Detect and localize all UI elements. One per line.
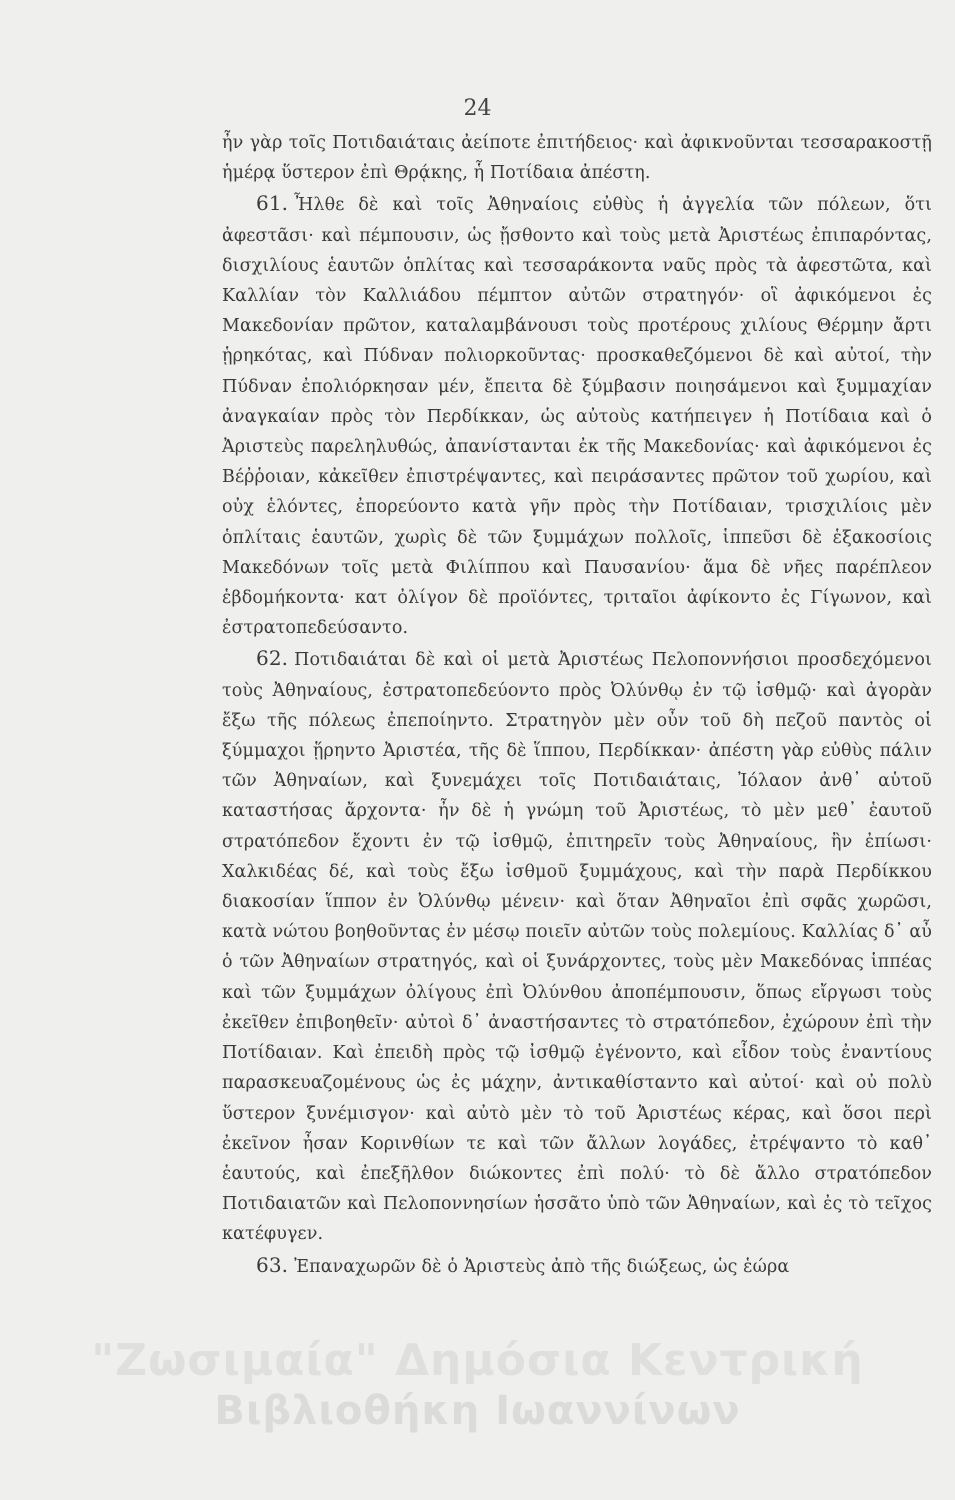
paragraph-61 (222, 188, 932, 643)
body-text (222, 128, 932, 1282)
paragraph-text: Ἐπαναχωρῶν δὲ ὁ Ἀριστεὺς ἀπὸ τῆς διώξεως, ὡς ἑώρα (294, 1256, 790, 1277)
section-number: 62. (256, 646, 289, 671)
paragraph-62 (222, 643, 932, 1249)
section-number: 61. (256, 191, 289, 216)
paragraph-continuation (222, 128, 932, 188)
paragraph-text: Ἦλθε δὲ καὶ τοῖς Ἀθηναίοις εὐθὺς ἡ ἀγγελία τῶν πόλεων, ὅτι ἀφεστᾶσι· καὶ πέμπουσιν, ὡς ᾔσθοντο καὶ τοὺς μετὰ Ἀριστέως ἐπιπαρόντας, δισχιλίους ἑαυτῶν ὁπλίτας καὶ τεσσαράκοντα ναῦς πρὸς τὰ ἀφεστῶτα, καὶ Καλλίαν τὸν Καλλιάδου πέμπτον αὐτῶν στρατηγόν· οἳ ἀφικόμενοι ἐς Μακεδονίαν πρῶτον, καταλαμβάνουσι τοὺς προτέρους χιλίους Θέρμην ἄρτι ᾑρηκότας, καὶ Πύδναν πολιορκοῦντας· προσκαθεζόμενοι δὲ καὶ αὐτοί, τὴν Πύδναν ἐπολιόρκησαν μέν, ἔπειτα δὲ ξύμβασιν ποιησάμενοι καὶ ξυμμαχίαν ἀναγκαίαν πρὸς τὸν Περδίκκαν, ὡς αὐτοὺς κατήπειγεν ἡ Ποτίδαια καὶ ὁ Ἀριστεὺς παρεληλυθώς, ἀπανίστανται ἐκ τῆς Μακεδονίας· καὶ ἀφικόμενοι ἐς Βέῤῥοιαν, κἀκεῖθεν ἐπιστρέψαντες, καὶ πειράσαντες πρῶτον τοῦ χωρίου, καὶ οὐχ ἑλόντες, ἐπορεύοντο κατὰ γῆν πρὸς τὴν Ποτίδαιαν, τρισχιλίοις μὲν ὁπλίταις ἑαυτῶν, χωρὶς δὲ τῶν ξυμμάχων πολλοῖς, ἱππεῦσι δὲ ἑξακοσίοις Μακεδόνων τοῖς μετὰ Φιλίππου καὶ Παυσανίου· ἅμα δὲ νῆες παρέπλεον ἑβδομήκοντα· κατ ὀλίγον δὲ προϊόντες, τριταῖοι ἀφίκοντο ἐς Γίγωνον, καὶ ἐστρατοπεδεύσαντο. (222, 195, 932, 639)
library-watermark-line2: Βιβλιοθήκη Ιωαννίνων (214, 1388, 741, 1434)
page-number: 24 (463, 96, 492, 121)
library-watermark-line1: "Ζωσιμαία" Δημόσια Κεντρική (91, 1335, 864, 1386)
paragraph-text: Ποτιδαιάται δὲ καὶ οἱ μετὰ Ἀριστέως Πελοποννήσιοι προσδεχόμενοι τοὺς Ἀθηναίους, ἐστρατοπεδεύοντο πρὸς Ὀλύνθῳ ἐν τῷ ἰσθμῷ· καὶ ἀγορὰν ἔξω τῆς πόλεως ἐπεποίηντο. Στρατηγὸν μὲν οὖν τοῦ δὴ πεζοῦ παντὸς οἱ ξύμμαχοι ᾕρηντο Ἀριστέα, τῆς δὲ ἵππου, Περδίκκαν· ἀπέστη γὰρ εὐθὺς πάλιν τῶν Ἀθηναίων, καὶ ξυνεμάχει τοῖς Ποτιδαιάταις, Ἰόλαον ἀνθ᾽ αὑτοῦ καταστήσας ἄρχοντα· ἦν δὲ ἡ γνώμη τοῦ Ἀριστέως, τὸ μὲν μεθ᾽ ἑαυτοῦ στρατόπεδον ἔχοντι ἐν τῷ ἰσθμῷ, ἐπιτηρεῖν τοὺς Ἀθηναίους, ἢν ἐπίωσι· Χαλκιδέας δέ, καὶ τοὺς ἔξω ἰσθμοῦ ξυμμάχους, καὶ τὴν παρὰ Περδίκκου διακοσίαν ἵππον ἐν Ὀλύνθῳ μένειν· καὶ ὅταν Ἀθηναῖοι ἐπὶ σφᾶς χωρῶσι, κατὰ νώτου βοηθοῦντας ἐν μέσῳ ποιεῖν αὐτῶν τοὺς πολεμίους. Καλλίας δ᾽ αὖ ὁ τῶν Ἀθηναίων στρατηγός, καὶ οἱ ξυνάρχοντες, τοὺς μὲν Μακεδόνας ἱππέας καὶ τῶν ξυμμάχων ὀλίγους ἐπὶ Ὀλύνθου ἀποπέμπουσιν, ὅπως εἴργωσι τοὺς ἐκεῖθεν ἐπιβοηθεῖν· αὐτοὶ δ᾽ ἀναστήσαντες τὸ στρατόπεδον, ἐχώρουν ἐπὶ τὴν Ποτίδαιαν. Καὶ ἐπειδὴ πρὸς τῷ ἰσθμῷ ἐγένοντο, καὶ εἶδον τοὺς ἐναντίους παρασκευαζομένους ὡς ἐς μάχην, ἀντικαθίσταντο καὶ αὐτοί· καὶ οὐ πολὺ ὕστερον ξυνέμισγον· καὶ αὐτὸ μὲν τὸ τοῦ Ἀριστέως κέρας, καὶ ὅσοι περὶ ἐκεῖνον ἦσαν Κορινθίων τε καὶ τῶν ἄλλων λογάδες, ἐτρέψαντο τὸ καθ᾽ ἑαυτούς, καὶ ἐπεξῆλθον διώκοντες ἐπὶ πολύ· τὸ δὲ ἄλλο στρατόπεδον Ποτιδαιατῶν καὶ Πελοποννησίων ἡσσᾶτο ὑπὸ τῶν Ἀθηναίων, καὶ ἐς τὸ τεῖχος κατέφυγεν. (222, 650, 932, 1245)
paragraph-text: ἦν γὰρ τοῖς Ποτιδαιάταις ἀείποτε ἐπιτήδειος· καὶ ἀφικνοῦνται τεσσαρακοστῇ ἡμέρᾳ ὕστερον ἐπὶ Θρᾴκης, ἧ Ποτίδαια ἀπέστη. (222, 133, 932, 184)
paragraph-63 (222, 1250, 932, 1282)
section-number: 63. (256, 1252, 289, 1277)
